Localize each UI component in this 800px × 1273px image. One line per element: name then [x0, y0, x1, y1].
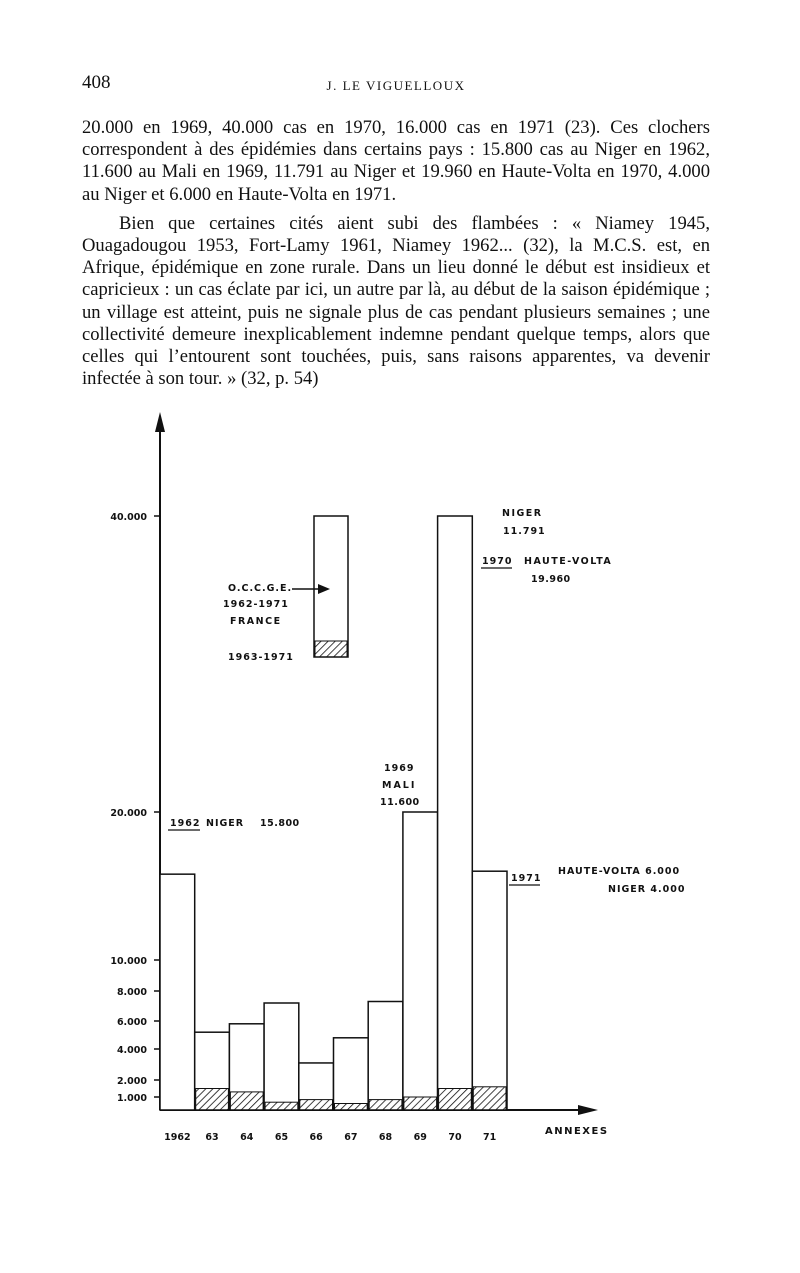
y-axis-ticks — [110, 512, 160, 1104]
y-tick-label: 20.000 — [110, 808, 147, 819]
bar-occge — [334, 1038, 369, 1110]
bar-france — [335, 1104, 368, 1111]
annotation-mali-value: 11.600 — [380, 797, 420, 808]
annotation-niger-1962: NIGER — [206, 818, 245, 829]
x-axis-title: ANNEXES — [545, 1126, 609, 1137]
bar-france — [230, 1092, 263, 1110]
legend-occge-label: O.C.C.G.E. — [228, 583, 293, 594]
legend-bar-france — [315, 641, 347, 657]
x-tick-label: 1962 — [164, 1132, 191, 1143]
x-tick-label: 67 — [344, 1132, 358, 1143]
bar-occge — [403, 812, 438, 1110]
annotation-year-1962: 1962 — [170, 818, 201, 829]
bar-occge — [368, 1002, 403, 1111]
annotation-mali: MALI — [382, 780, 417, 791]
x-tick-label: 63 — [205, 1132, 219, 1143]
annotation-haute-volta-1971: HAUTE-VOLTA 6.000 — [558, 866, 681, 877]
bar-france — [473, 1087, 506, 1110]
y-axis-arrow-icon — [155, 412, 165, 432]
legend-france-years: 1963-1971 — [228, 652, 294, 663]
x-tick-label: 71 — [483, 1132, 497, 1143]
annotation-year-1970: 1970 — [482, 556, 513, 567]
legend-france-label: FRANCE — [230, 616, 282, 627]
y-tick-label: 6.000 — [116, 1017, 147, 1028]
x-tick-label: 68 — [378, 1132, 393, 1143]
annotation-niger-1970-value: 11.791 — [503, 526, 546, 537]
annotation-haute-volta-1970: HAUTE-VOLTA — [524, 556, 613, 567]
x-tick-label: 69 — [413, 1132, 427, 1143]
bar-france — [404, 1097, 437, 1110]
x-tick-label: 70 — [448, 1132, 462, 1143]
bar-occge — [438, 516, 473, 1110]
bar-occge — [160, 874, 195, 1110]
x-axis-labels — [164, 1132, 496, 1143]
page-number: 408 — [82, 72, 111, 93]
x-axis-arrow-icon — [578, 1105, 598, 1115]
y-tick-label: 10.000 — [110, 956, 147, 967]
y-tick-label: 8.000 — [116, 987, 147, 998]
paragraph: Bien que certaines cités aient subi des flambées : « Niamey 1945, Ouagadougou 1953, Fort-Lamy 1961, Niamey 1962... (32), la M.C.S. est, en Afrique, épidémique en zone rurale. Dans un lieu donné le début est insidieux et capricieux : un cas éclate par ici, un autre par là, au début de la saison épidémique ; un village est atteint, puis ne signale plus de cas pendant plusieurs semaines ; une collectivité demeure inexplicablement indemne pendant quelque temps, alors que celles qui l’entourent sont touchées, puis, sans raisons apparentes, va devenir infectée à son tour. » (32, p. 54) — [82, 212, 710, 390]
x-tick-label: 65 — [274, 1132, 289, 1143]
bar-occge — [264, 1003, 299, 1110]
y-tick-label: 2.000 — [116, 1076, 147, 1087]
bar-france — [265, 1102, 298, 1110]
y-tick-label: 4.000 — [116, 1045, 147, 1056]
annotation-niger-1970: NIGER — [502, 508, 543, 519]
legend-occge-years: 1962-1971 — [223, 599, 289, 610]
bar-france — [196, 1089, 229, 1111]
bar-france — [300, 1100, 333, 1110]
annotation-niger-1971: NIGER 4.000 — [608, 884, 686, 895]
bar-occge — [472, 871, 507, 1110]
annotation-year-1971: 1971 — [511, 873, 542, 884]
y-tick-label: 1.000 — [116, 1093, 147, 1104]
running-head: J. LE VIGUELLOUX — [326, 78, 466, 93]
annotation-niger-1962-value: 15.800 — [260, 818, 300, 829]
annotation-year-1969: 1969 — [384, 763, 415, 774]
x-tick-label: 64 — [240, 1132, 254, 1143]
paragraph: 20.000 en 1969, 40.000 cas en 1970, 16.000 cas en 1971 (23). Ces clochers correspondent à des épidémies dans certains pays : 15.800 cas au Niger en 1962, 11.600 au Mali en 1969, 11.791 au Niger et 19.960 en Haute-Volta en 1970, 4.000 au Niger et 6.000 en Haute-Volta en 1971. — [82, 117, 710, 205]
x-tick-label: 66 — [309, 1132, 323, 1143]
bar-france — [439, 1089, 472, 1111]
bars — [160, 516, 507, 1110]
bar-france — [369, 1100, 402, 1110]
y-tick-label: 40.000 — [110, 512, 147, 523]
annotation-haute-volta-1970-value: 19.960 — [531, 574, 571, 585]
